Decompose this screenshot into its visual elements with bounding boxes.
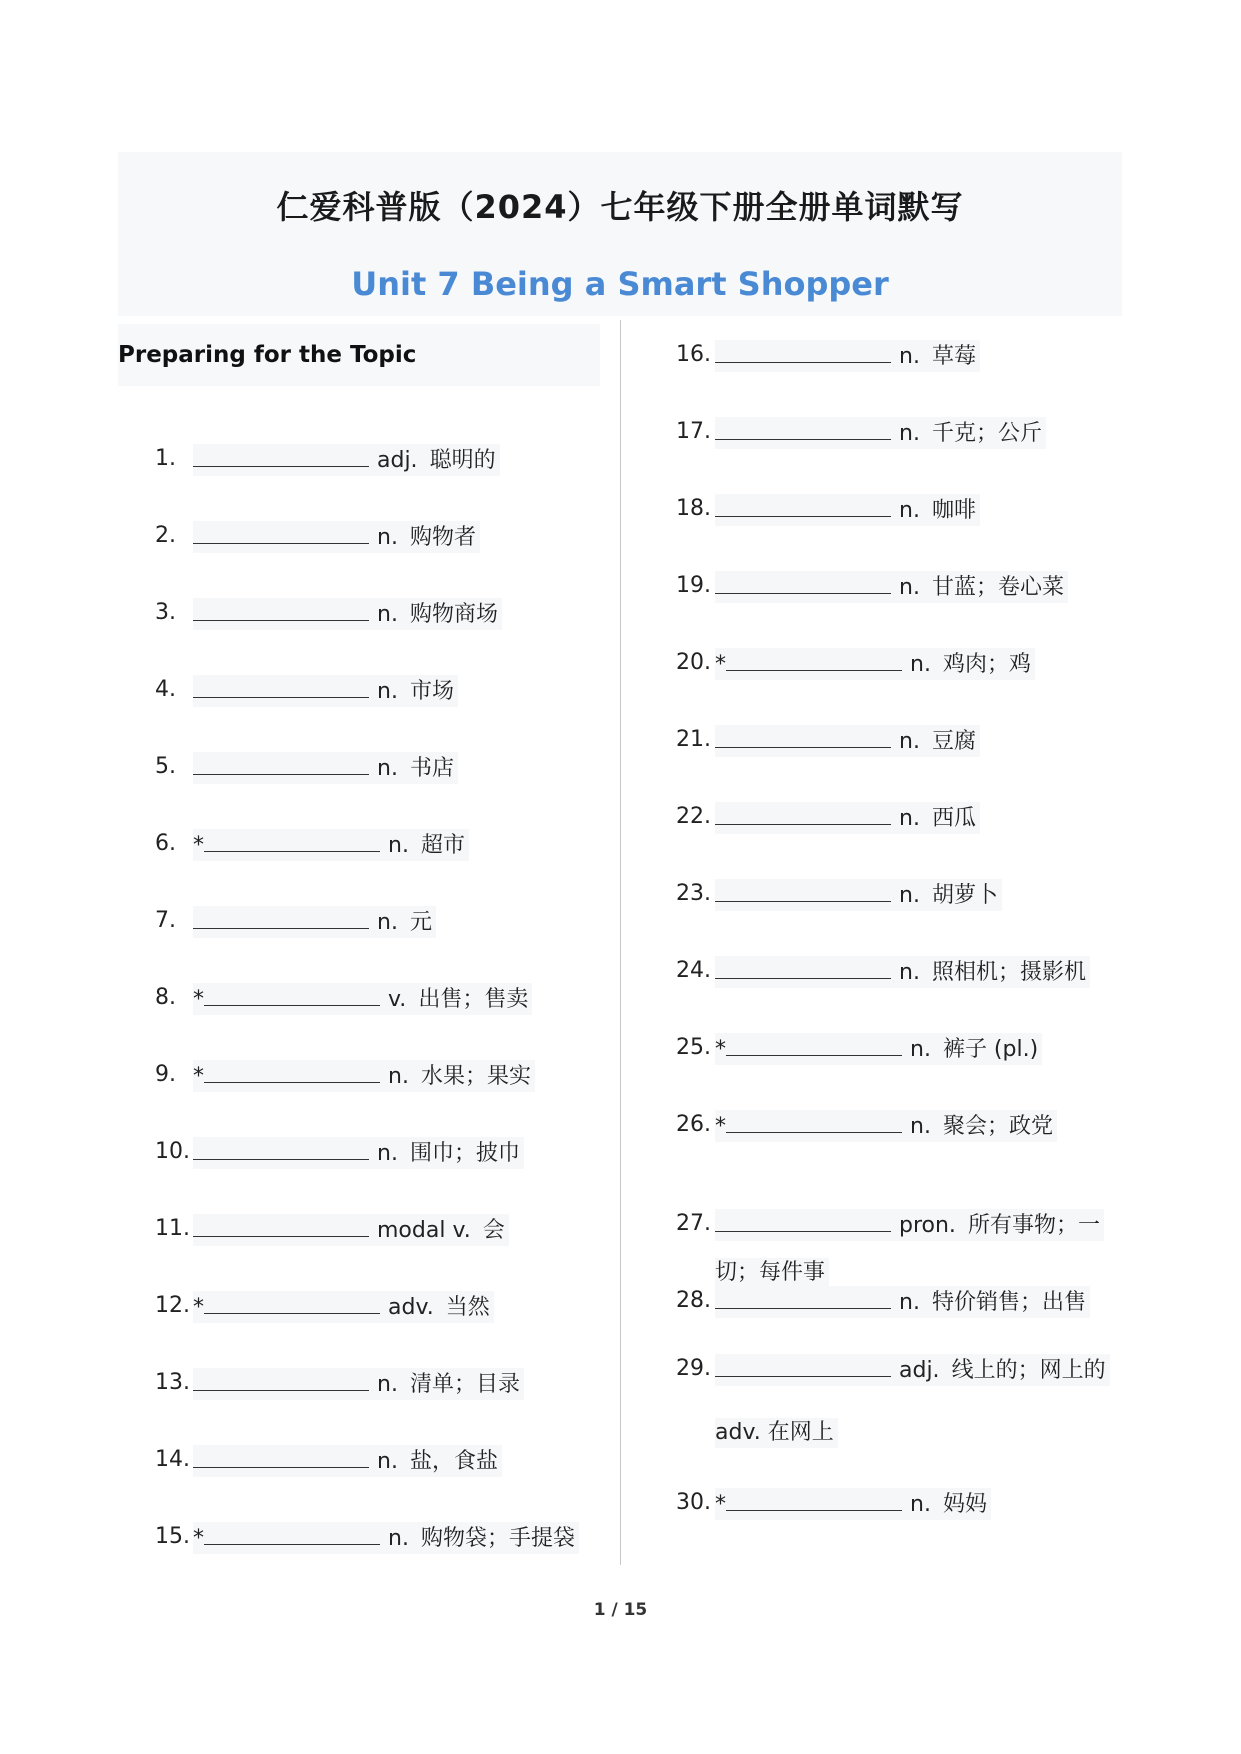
part-of-speech: pron.: [899, 1213, 956, 1238]
required-marker: *: [715, 652, 726, 677]
item-number: 14.: [155, 1447, 190, 1472]
item-body: [193, 829, 469, 861]
meaning-continuation: adv. 在网上: [715, 1418, 838, 1448]
item-number: 30.: [676, 1490, 711, 1515]
answer-blank[interactable]: [193, 752, 369, 775]
answer-blank[interactable]: [204, 1291, 380, 1314]
answer-blank[interactable]: [193, 1137, 369, 1160]
answer-blank[interactable]: [193, 1445, 369, 1468]
part-of-speech: n.: [910, 1114, 931, 1139]
answer-blank[interactable]: [715, 1286, 891, 1309]
item-number: 7.: [155, 908, 176, 933]
meaning: 甘蓝；卷心菜: [931, 575, 1064, 600]
required-marker: *: [193, 1064, 204, 1089]
answer-blank[interactable]: [726, 648, 902, 671]
item-body: [715, 648, 1035, 680]
section-title: Preparing for the Topic: [118, 342, 417, 368]
meaning: 鸡肉；鸡: [942, 652, 1031, 677]
part-of-speech: n.: [377, 679, 398, 704]
part-of-speech: n.: [388, 1526, 409, 1551]
item-body: [715, 1354, 1110, 1386]
answer-blank[interactable]: [204, 1060, 380, 1083]
item-number: 11.: [155, 1216, 190, 1241]
meaning: 千克；公斤: [931, 421, 1042, 446]
meaning: 照相机；摄影机: [931, 960, 1086, 985]
part-of-speech: n.: [899, 344, 920, 369]
meaning: 妈妈: [942, 1492, 987, 1517]
item-body: [193, 675, 458, 707]
item-number: 10.: [155, 1139, 190, 1164]
item-body: [193, 1522, 579, 1554]
item-body: [193, 752, 458, 784]
item-body: [193, 1291, 494, 1323]
item-body: [715, 1110, 1057, 1142]
answer-blank[interactable]: [715, 802, 891, 825]
part-of-speech: n.: [899, 498, 920, 523]
answer-blank[interactable]: [715, 340, 891, 363]
part-of-speech: n.: [377, 525, 398, 550]
item-number: 27.: [676, 1211, 711, 1236]
part-of-speech: n.: [899, 883, 920, 908]
item-number: 6.: [155, 831, 176, 856]
item-number: 3.: [155, 600, 176, 625]
required-marker: *: [193, 1295, 204, 1320]
meaning: 购物商场: [409, 602, 498, 627]
answer-blank[interactable]: [715, 417, 891, 440]
part-of-speech: v.: [388, 987, 407, 1012]
required-marker: *: [715, 1492, 726, 1517]
meaning: 线上的；网上的: [951, 1358, 1106, 1383]
item-body: [193, 1445, 502, 1477]
answer-blank[interactable]: [204, 829, 380, 852]
meaning: 水果；果实: [420, 1064, 531, 1089]
answer-blank[interactable]: [715, 1209, 891, 1232]
unit-title: Unit 7 Being a Smart Shopper: [351, 265, 889, 303]
item-body: [193, 906, 436, 938]
item-body: [193, 1368, 524, 1400]
item-number: 2.: [155, 523, 176, 548]
meaning: 书店: [409, 756, 454, 781]
item-number: 17.: [676, 419, 711, 444]
part-of-speech: n.: [910, 1037, 931, 1062]
answer-blank[interactable]: [715, 879, 891, 902]
meaning: 当然: [445, 1295, 490, 1320]
item-body: [715, 1209, 1104, 1241]
required-marker: *: [715, 1037, 726, 1062]
item-body: [193, 1060, 535, 1092]
part-of-speech: adj.: [377, 448, 418, 473]
answer-blank[interactable]: [193, 1368, 369, 1391]
part-of-speech: n.: [377, 1372, 398, 1397]
meaning: 清单；目录: [409, 1372, 520, 1397]
item-number: 23.: [676, 881, 711, 906]
part-of-speech: adj.: [899, 1358, 940, 1383]
required-marker: *: [193, 833, 204, 858]
item-number: 28.: [676, 1288, 711, 1313]
item-body: [715, 802, 980, 834]
item-body: [715, 1033, 1042, 1065]
item-number: 12.: [155, 1293, 190, 1318]
answer-blank[interactable]: [715, 725, 891, 748]
item-number: 26.: [676, 1112, 711, 1137]
item-body: [715, 494, 980, 526]
answer-blank[interactable]: [193, 521, 369, 544]
item-body: [193, 983, 532, 1015]
item-body: [715, 879, 1002, 911]
required-marker: *: [193, 987, 204, 1012]
part-of-speech: n.: [377, 756, 398, 781]
meaning: 西瓜: [931, 806, 976, 831]
item-body: [193, 1214, 509, 1246]
part-of-speech: n.: [377, 910, 398, 935]
answer-blank[interactable]: [726, 1488, 902, 1511]
meaning: 豆腐: [931, 729, 976, 754]
part-of-speech: modal v.: [377, 1218, 471, 1243]
meaning-continuation: 切；每件事: [715, 1258, 829, 1288]
item-body: [715, 725, 980, 757]
required-marker: *: [193, 1526, 204, 1551]
item-body: [715, 571, 1068, 603]
item-body: [193, 521, 480, 553]
answer-blank[interactable]: [715, 571, 891, 594]
part-of-speech: n.: [377, 1449, 398, 1474]
part-of-speech: n.: [910, 1492, 931, 1517]
part-of-speech: n.: [899, 729, 920, 754]
part-of-speech: n.: [899, 1290, 920, 1315]
answer-blank[interactable]: [715, 956, 891, 979]
item-number: 19.: [676, 573, 711, 598]
part-of-speech: n.: [388, 833, 409, 858]
answer-blank[interactable]: [726, 1110, 902, 1133]
item-number: 29.: [676, 1356, 711, 1381]
item-number: 25.: [676, 1035, 711, 1060]
meaning: 特价销售；出售: [931, 1290, 1086, 1315]
part-of-speech: n.: [388, 1064, 409, 1089]
item-body: [715, 956, 1090, 988]
page-number: 1 / 15: [593, 1600, 648, 1620]
meaning: 购物袋；手提袋: [420, 1526, 575, 1551]
section-header: [118, 324, 600, 386]
item-number: 9.: [155, 1062, 176, 1087]
part-of-speech: n.: [377, 602, 398, 627]
meaning: 草莓: [931, 344, 976, 369]
answer-blank[interactable]: [193, 1214, 369, 1237]
item-number: 22.: [676, 804, 711, 829]
part-of-speech: n.: [899, 421, 920, 446]
part-of-speech: adv.: [388, 1295, 434, 1320]
meaning: 会: [482, 1218, 505, 1243]
item-number: 20.: [676, 650, 711, 675]
part-of-speech: n.: [899, 960, 920, 985]
part-of-speech: n.: [899, 575, 920, 600]
answer-blank[interactable]: [726, 1033, 902, 1056]
part-of-speech: n.: [899, 806, 920, 831]
item-number: 18.: [676, 496, 711, 521]
item-body: [193, 1137, 524, 1169]
document-title: 仁爱科普版（2024）七年级下册全册单词默写: [276, 188, 964, 226]
item-number: 8.: [155, 985, 176, 1010]
answer-blank[interactable]: [193, 906, 369, 929]
item-body: [715, 1286, 1090, 1318]
meaning: 所有事物；一: [967, 1213, 1100, 1238]
meaning: 裤子 (pl.): [942, 1037, 1039, 1062]
item-number: 4.: [155, 677, 176, 702]
part-of-speech: n.: [377, 1141, 398, 1166]
answer-blank[interactable]: [715, 494, 891, 517]
item-body: [193, 598, 502, 630]
required-marker: *: [715, 1114, 726, 1139]
item-number: 16.: [676, 342, 711, 367]
answer-blank[interactable]: [193, 444, 369, 467]
answer-blank[interactable]: [193, 675, 369, 698]
meaning: 出售；售卖: [418, 987, 529, 1012]
item-number: 1.: [155, 446, 176, 471]
meaning: 咖啡: [931, 498, 976, 523]
meaning: 聪明的: [429, 448, 496, 473]
column-divider: [620, 320, 621, 1565]
item-number: 21.: [676, 727, 711, 752]
answer-blank[interactable]: [204, 1522, 380, 1545]
item-body: [193, 444, 500, 476]
item-body: [715, 417, 1046, 449]
meaning: 超市: [420, 833, 465, 858]
meaning: 购物者: [409, 525, 476, 550]
meaning: 胡萝卜: [931, 883, 998, 908]
item-number: 15.: [155, 1524, 190, 1549]
meaning: 聚会；政党: [942, 1114, 1053, 1139]
answer-blank[interactable]: [204, 983, 380, 1006]
part-of-speech: n.: [910, 652, 931, 677]
item-number: 13.: [155, 1370, 190, 1395]
meaning: 元: [409, 910, 432, 935]
meaning: 盐，食盐: [409, 1449, 498, 1474]
item-number: 24.: [676, 958, 711, 983]
header-band: [118, 152, 1122, 316]
meaning: 围巾；披巾: [409, 1141, 520, 1166]
answer-blank[interactable]: [193, 598, 369, 621]
meaning: 市场: [409, 679, 454, 704]
answer-blank[interactable]: [715, 1354, 891, 1377]
item-body: [715, 1488, 991, 1520]
item-number: 5.: [155, 754, 176, 779]
item-body: [715, 340, 980, 372]
